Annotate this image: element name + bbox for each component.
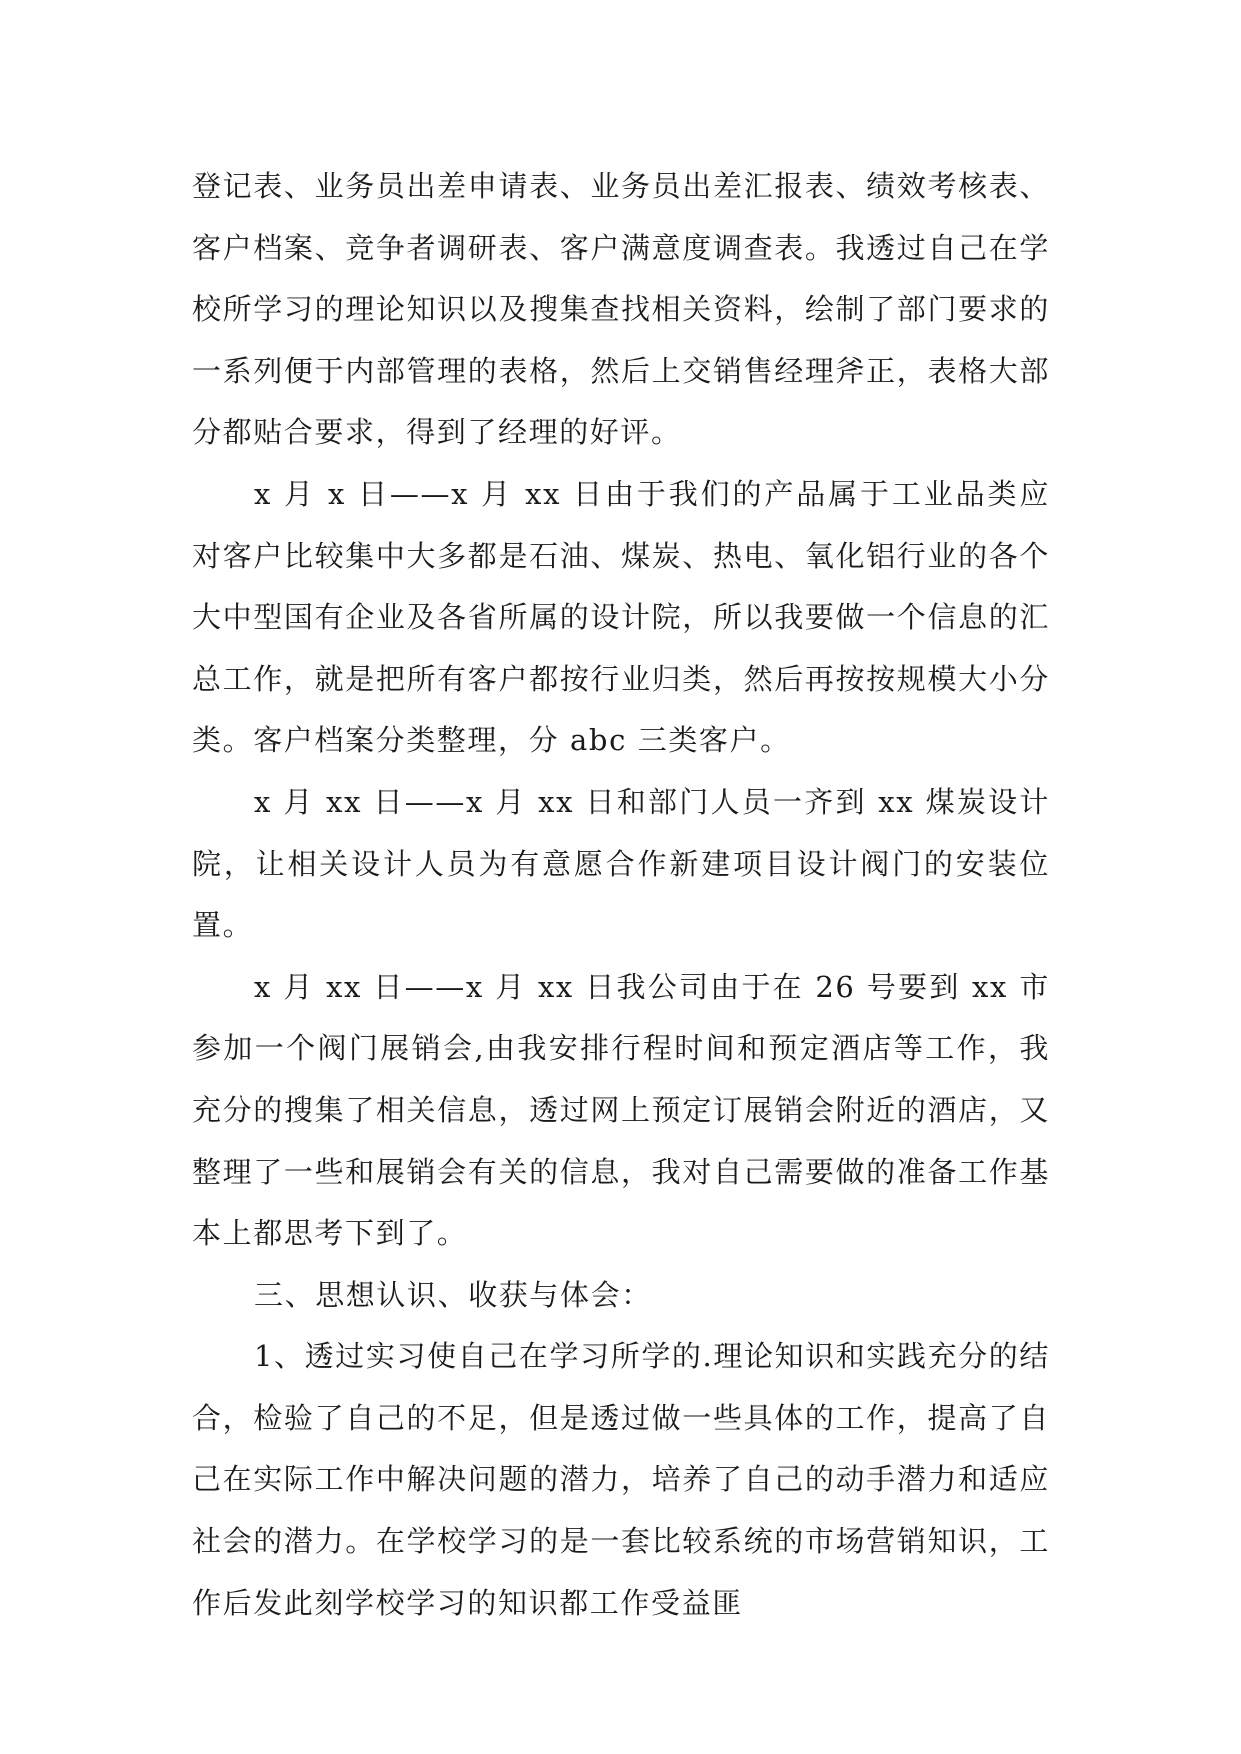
paragraph-design-institute-visit: x 月 xx 日——x 月 xx 日和部门人员一齐到 xx 煤炭设计院，让相关设计人员为有意愿合作新建项目设计阀门的安装位置。 <box>192 784 1050 943</box>
paragraph-customer-classification: x 月 x 日——x 月 xx 日由于我们的产品属于工业品类应对客户比较集中大多都是石油、煤炭、热电、氧化铝行业的各个大中型国有企业及各省所属的设计院，所以我要做一个信息的汇总工作，就是把所有客户都按行业归类，然后再按按规模大小分类。客户档案分类整理，分 abc 三类客户。 <box>192 476 1050 758</box>
paragraph-exhibition-preparation: x 月 xx 日——x 月 xx 日我公司由于在 26 号要到 xx 市参加一个阀门展销会,由我安排行程时间和预定酒店等工作，我充分的搜集了相关信息，透过网上预定订展销会附近的酒店，又整理了一些和展销会有关的信息，我对自己需要做的准备工作基本上都思考下到了。 <box>192 969 1050 1251</box>
paragraph-reflection-1: 1、透过实习使自己在学习所学的.理论知识和实践充分的结合，检验了自己的不足，但是透过做一些具体的工作，提高了自己在实际工作中解决问题的潜力，培养了自己的动手潜力和适应社会的潜力。在学校学习的是一套比较系统的市场营销知识，工作后发此刻学校学习的知识都工作受益匪 <box>192 1339 1050 1620</box>
section-heading-reflections: 三、思想认识、收获与体会： <box>254 1277 652 1312</box>
paragraph-forms-list: 登记表、业务员出差申请表、业务员出差汇报表、绩效考核表、客户档案、竞争者调研表、客户满意度调查表。我透过自己在学校所学习的理论知识以及搜集查找相关资料，绘制了部门要求的一系列便于内部管理的表格，然后上交销售经理斧正，表格大部分都贴合要求，得到了经理的好评。 <box>192 169 1050 450</box>
document-body <box>192 156 1050 1634</box>
